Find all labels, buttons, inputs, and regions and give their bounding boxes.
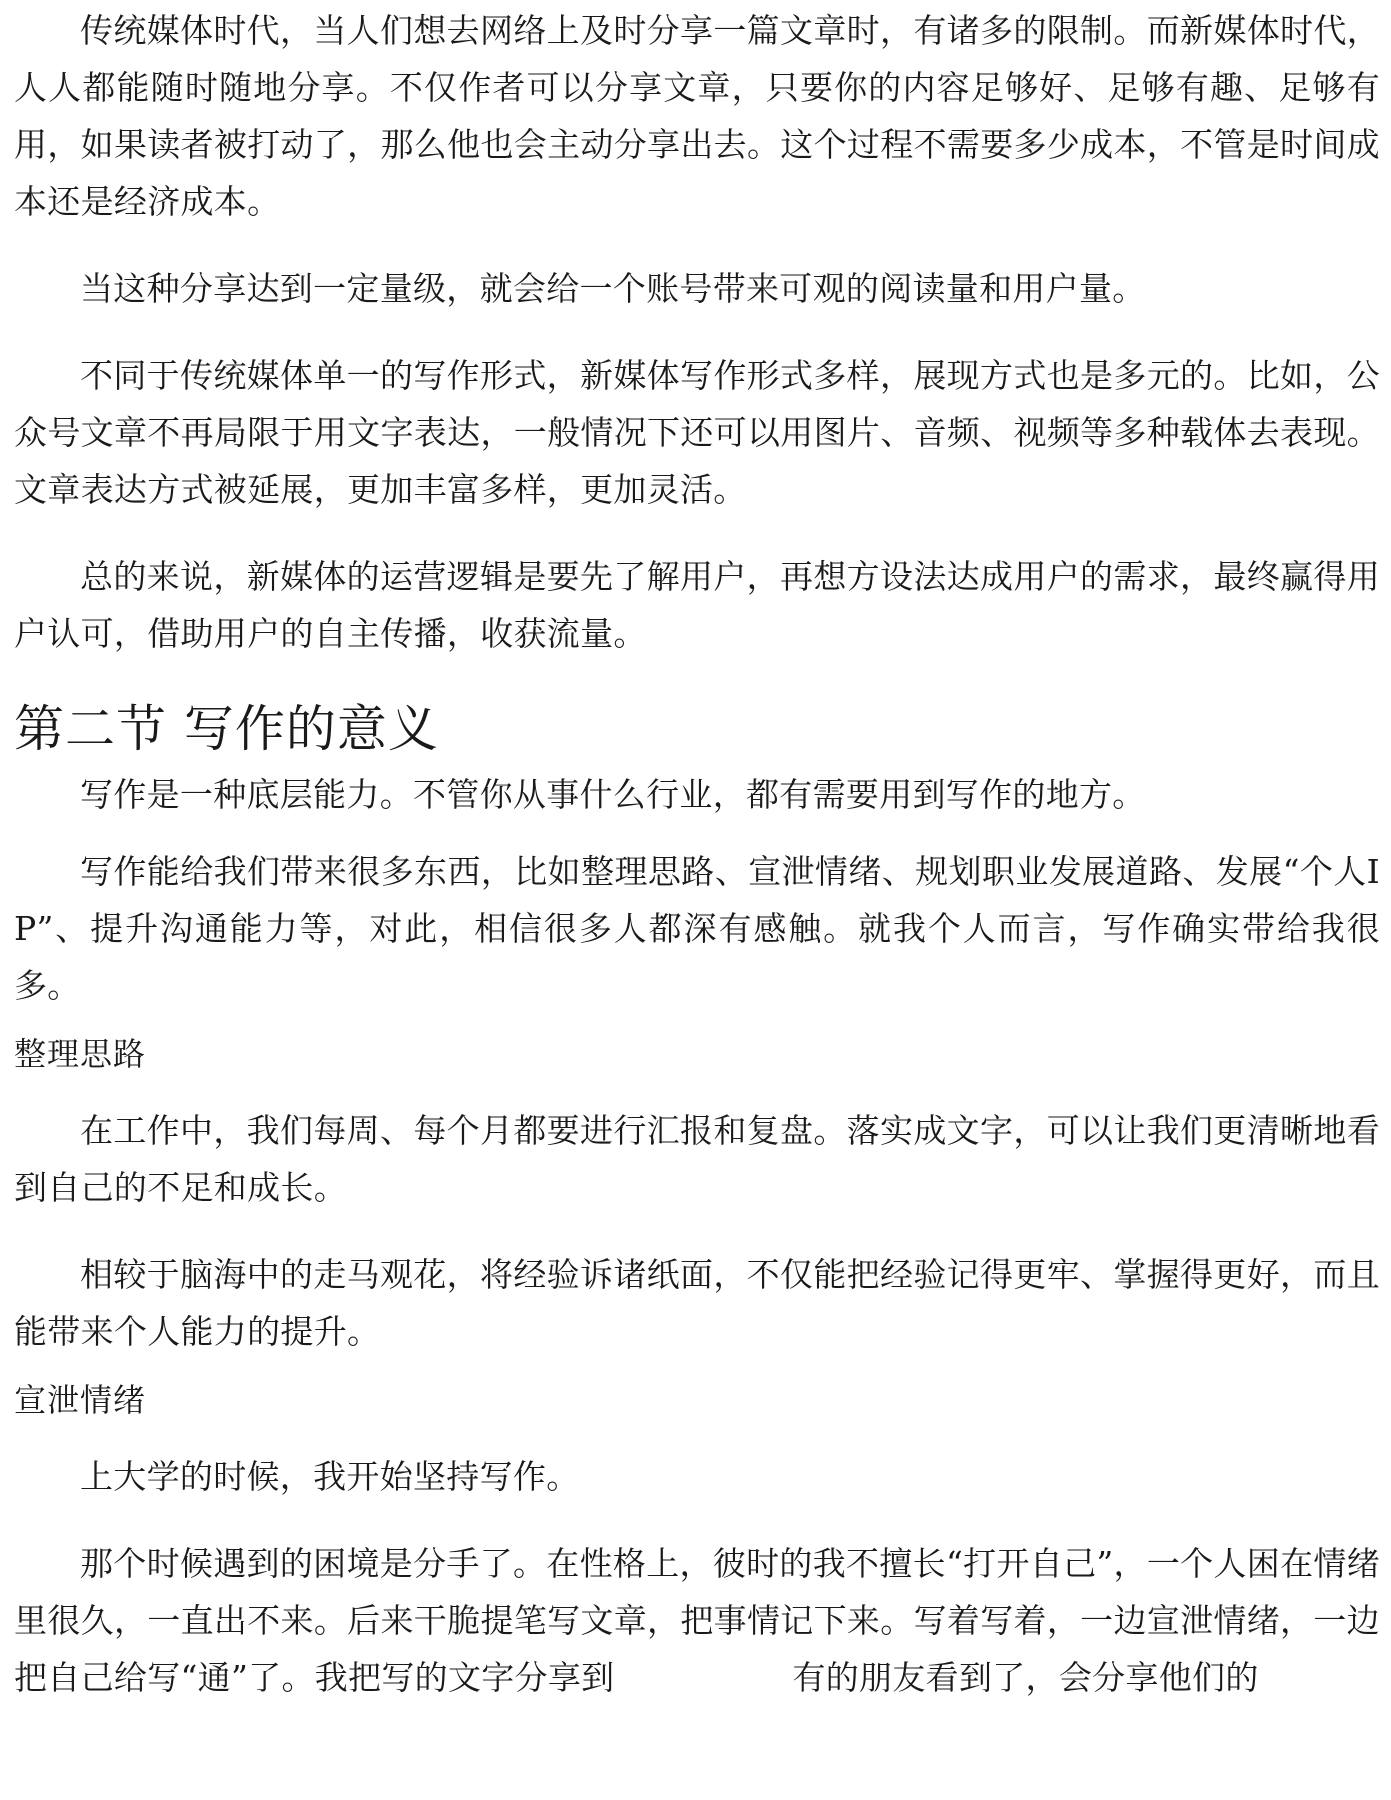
paragraph-college-writing: 上大学的时候，我开始坚持写作。 — [80, 1457, 580, 1496]
section-title: 第二节 写作的意义 — [14, 700, 439, 758]
breakup-story-text-before: 那个时候遇到的困境是分手了。在性格上，彼时的我不擅长“打开自己”，一个人困在情绪里很久，一直出不来。后来干脆提笔写文章，把事情记下来。写着写着，一边宣泄情绪，一边把自己给写“通”了。我把写的文字分享到 — [14, 1544, 1380, 1697]
subheading-vent-emotions: 宣泄情绪 — [14, 1381, 147, 1419]
paragraph-work-review: 在工作中，我们每周、每个月都要进行汇报和复盘。落实成文字，可以让我们更清晰地看到自己的不足和成长。 — [14, 1111, 1380, 1207]
paragraph-writing-forms: 不同于传统媒体单一的写作形式，新媒体写作形式多样，展现方式也是多元的。比如，公众号文章不再局限于用文字表达，一般情况下还可以用图片、音频、视频等多种载体去表现。文章表达方式被延展，更加丰富多样，更加灵活。 — [14, 356, 1380, 509]
breakup-story-text-after: 有的朋友看到了，会分享他们的 — [792, 1658, 1259, 1697]
paragraph-writing-benefits: 写作能给我们带来很多东西，比如整理思路、宣泄情绪、规划职业发展道路、发展“个人IP”、提升沟通能力等，对此，相信很多人都深有感触。就我个人而言，写作确实带给我很多。 — [14, 852, 1380, 1005]
paragraph-breakup-story — [14, 1535, 1380, 1706]
paragraph-traditional-media: 传统媒体时代，当人们想去网络上及时分享一篇文章时，有诸多的限制。而新媒体时代，人人都能随时随地分享。不仅作者可以分享文章，只要你的内容足够好、足够有趣、足够有用，如果读者被打动了，那么他也会主动分享出去。这个过程不需要多少成本，不管是时间成本还是经济成本。 — [14, 11, 1380, 221]
document-page — [14, 0, 1380, 1800]
paragraph-experience-on-paper: 相较于脑海中的走马观花，将经验诉诸纸面，不仅能把经验记得更牢、掌握得更好，而且能带来个人能力的提升。 — [14, 1255, 1380, 1351]
paragraph-sharing-scale: 当这种分享达到一定量级，就会给一个账号带来可观的阅读量和用户量。 — [80, 269, 1146, 308]
subheading-organize-thoughts: 整理思路 — [14, 1035, 147, 1073]
paragraph-operation-logic: 总的来说，新媒体的运营逻辑是要先了解用户，再想方设法达成用户的需求，最终赢得用户认可，借助用户的自主传播，收获流量。 — [14, 557, 1380, 653]
paragraph-writing-basic-ability: 写作是一种底层能力。不管你从事什么行业，都有需要用到写作的地方。 — [80, 775, 1146, 814]
